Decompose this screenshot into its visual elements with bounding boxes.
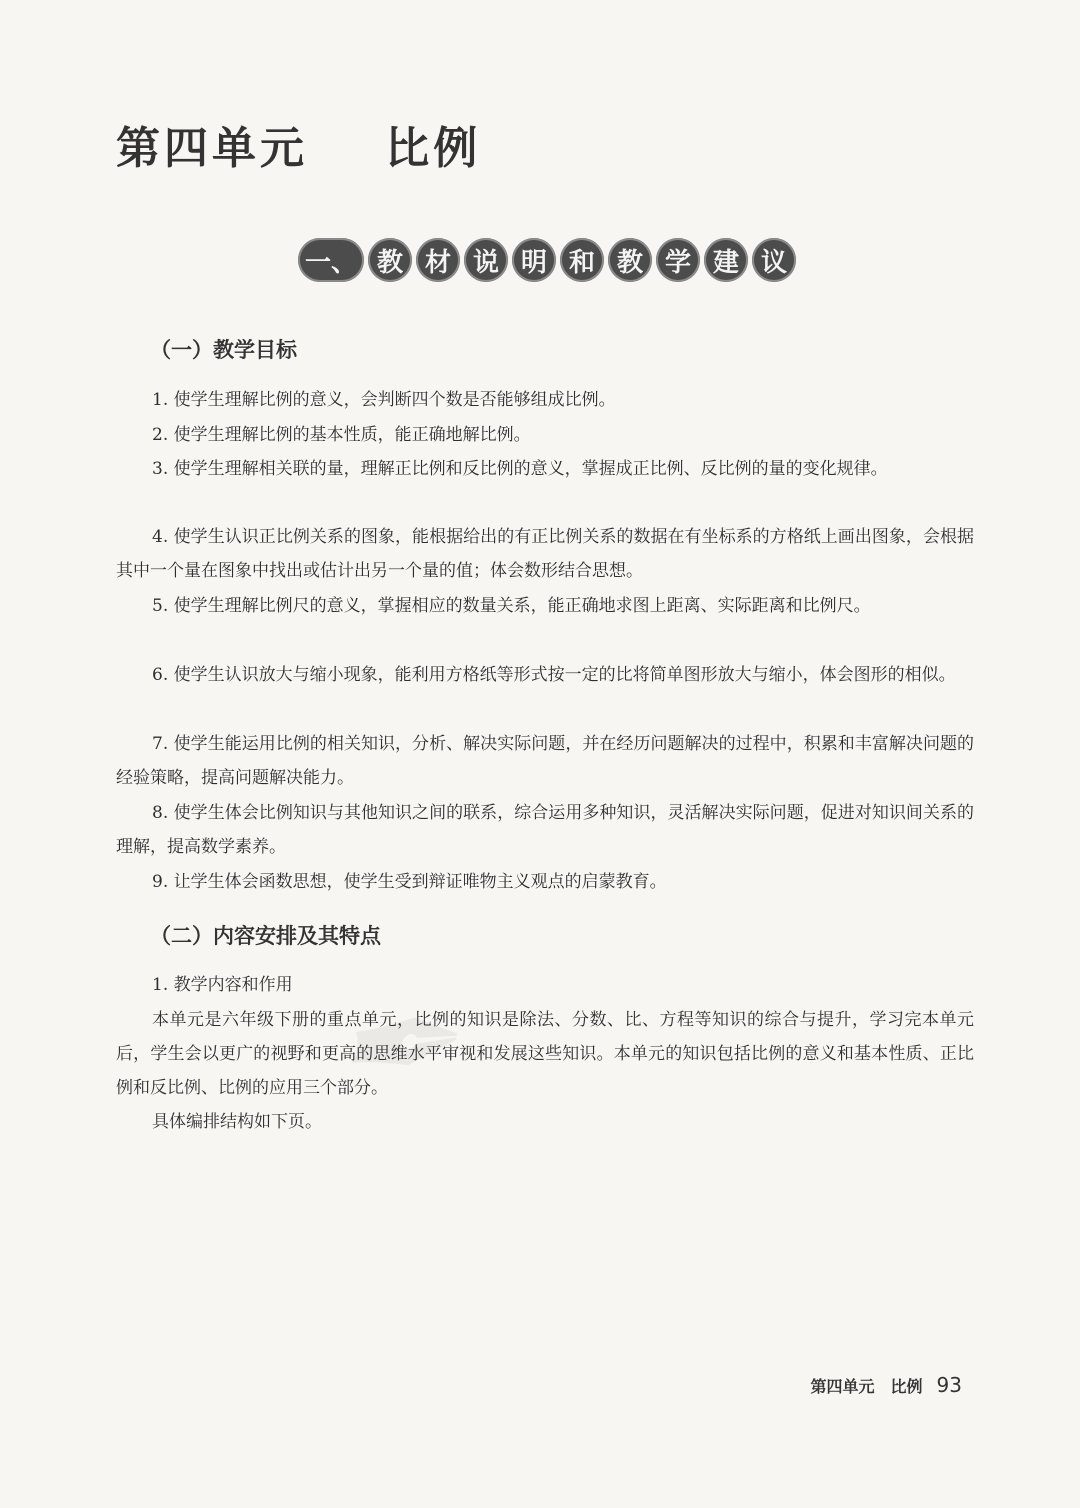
page-footer — [811, 1373, 962, 1397]
goal-item: 5. 使学生理解比例尺的意义，掌握相应的数量关系，能正确地求图上距离、实际距离和比例尺。 — [152, 596, 871, 616]
goal-item: 3. 使学生理解相关联的量，理解正比例和反比例的意义，掌握成正比例、反比例的量的变化规律。 — [152, 459, 888, 479]
goal-item: 2. 使学生理解比例的基本性质，能正确地解比例。 — [152, 425, 531, 445]
page-number: 93 — [936, 1373, 962, 1397]
banner-char: 一、 — [298, 238, 364, 282]
content-next: 具体编排结构如下页。 — [152, 1112, 322, 1132]
banner-char: 材 — [416, 238, 460, 282]
banner-char: 明 — [512, 238, 556, 282]
section-banner — [298, 238, 800, 282]
goal-item: 1. 使学生理解比例的意义，会判断四个数是否能够组成比例。 — [152, 390, 616, 410]
goal-item: 8. 使学生体会比例知识与其他知识之间的联系，综合运用多种知识，灵活解决实际问题，促进对知识间关系的理解，提高数学素养。 — [116, 803, 974, 857]
banner-char: 教 — [608, 238, 652, 282]
banner-char: 教 — [368, 238, 412, 282]
banner-char: 学 — [656, 238, 700, 282]
banner-char: 说 — [464, 238, 508, 282]
goal-item: 4. 使学生认识正比例关系的图象，能根据给出的有正比例关系的数据在有坐标系的方格纸上画出图象，会根据其中一个量在图象中找出或估计出另一个量的值；体会数形结合思想。 — [116, 527, 974, 581]
running-title: 第四单元 比例 — [810, 1377, 923, 1396]
goals-heading: （一）教学目标 — [150, 338, 297, 362]
watermark: ✒︎ — [321, 953, 465, 1141]
banner-char: 和 — [560, 238, 604, 282]
content-body: 本单元是六年级下册的重点单元，比例的知识是除法、分数、比、方程等知识的综合与提升，学习完本单元后，学生会以更广的视野和更高的思维水平审视和发展这些知识。本单元的知识包括比例的意义和基本性质、正比例和反比例、比例的应用三个部分。 — [116, 1010, 974, 1098]
banner-char: 议 — [752, 238, 796, 282]
content-item-title: 1. 教学内容和作用 — [152, 975, 293, 995]
unit-title: 第四单元 比例 — [116, 123, 482, 174]
goal-item: 7. 使学生能运用比例的相关知识，分析、解决实际问题，并在经历问题解决的过程中，积累和丰富解决问题的经验策略，提高问题解决能力。 — [116, 734, 974, 788]
banner-char: 建 — [704, 238, 748, 282]
goal-item: 9. 让学生体会函数思想，使学生受到辩证唯物主义观点的启蒙教育。 — [152, 872, 667, 892]
goal-item: 6. 使学生认识放大与缩小现象，能利用方格纸等形式按一定的比将简单图形放大与缩小，体会图形的相似。 — [152, 665, 956, 685]
content-heading: （二）内容安排及其特点 — [150, 924, 381, 948]
